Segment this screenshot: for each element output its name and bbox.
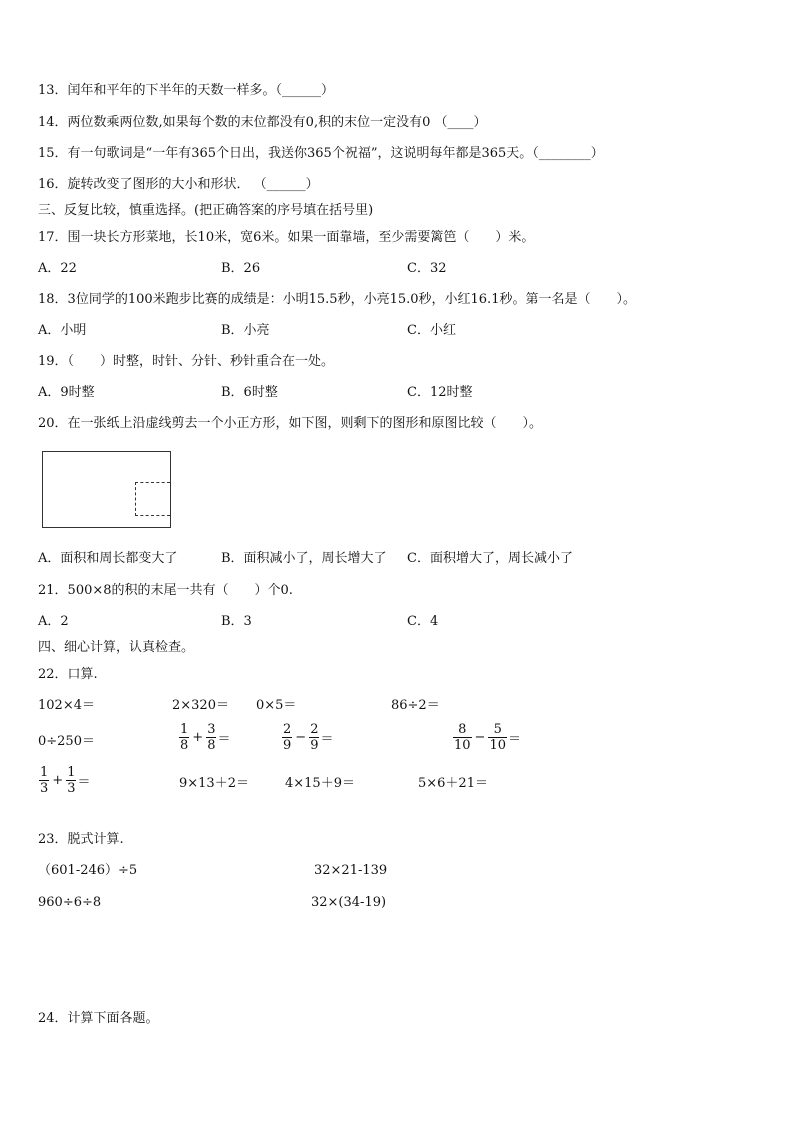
dashed-square-cut (135, 482, 170, 516)
step-calc-3: 960÷6÷8 (38, 895, 102, 910)
question-13: 13．闰年和平年的下半年的天数一样多。（______） (38, 83, 335, 98)
q21-option-a: A．2 (38, 614, 69, 629)
question-18-stem: 18．3位同学的100米跑步比赛的成绩是：小明15.5秒，小亮15.0秒，小红16.1秒。第一名是（ ）。 (38, 292, 636, 307)
q19-option-a: A．9时整 (38, 385, 95, 400)
q17-option-a: A．22 (38, 261, 77, 276)
question-23-title: 23．脱式计算. (38, 832, 124, 847)
section-4-heading: 四、细心计算，认真检查。 (38, 640, 195, 655)
q21-option-b: B．3 (221, 614, 252, 629)
fraction-expr-3: 8 10 − $\frac{5}{10}$ ＝ (454, 722, 522, 753)
fraction-expr-2: 2 9 − $\frac{2}{9}$ ＝ (283, 722, 334, 753)
step-calc-1: （601-246）÷5 (38, 863, 138, 878)
q20-option-a: A．面积和周长都变大了 (38, 551, 178, 566)
question-15: 15．有一句歌词是“一年有365个日出，我送你365个祝福”，这说明每年都是365天。（________） (38, 146, 604, 161)
fraction: 1 3 (40, 765, 49, 796)
q18-option-b: B．小亮 (221, 323, 270, 338)
mental-calc-2: 2×320＝ (172, 698, 229, 713)
mental-calc-3: 0×5＝ (256, 698, 297, 713)
fraction-expr-4: 1 3 + $\frac{1}{3}$ ＝ (40, 765, 91, 796)
question-14: 14．两位数乘两位数,如果每个数的末位都没有0,积的末位一定没有0 （____） (38, 115, 487, 130)
q17-option-c: C．32 (407, 261, 447, 276)
mental-calc-1: 102×4＝ (38, 698, 95, 713)
fraction: $\frac{3}{8}$ (207, 722, 216, 753)
question-17-stem: 17．围一块长方形菜地，长10米，宽6米。如果一面靠墙，至少需要篱笆（ ）米。 (38, 230, 535, 245)
mental-calc-6: 9×13＋2＝ (179, 776, 249, 791)
q21-option-c: C．4 (407, 614, 439, 629)
q20-option-b: B．面积减小了，周长增大了 (221, 551, 387, 566)
fraction: 1 8 (180, 722, 189, 753)
section-3-heading: 三、反复比较，慎重选择。(把正确答案的序号填在括号里) (38, 203, 374, 218)
question-16: 16．旋转改变了图形的大小和形状． （______） (38, 177, 319, 192)
q19-option-b: B．6时整 (221, 385, 278, 400)
q19-option-c: C．12时整 (407, 385, 473, 400)
mental-calc-5: 0÷250＝ (38, 734, 95, 749)
fraction: 8 10 (454, 722, 471, 753)
rectangle-figure (42, 451, 171, 528)
fraction-expr-1: 1 8 + $\frac{3}{8}$ ＝ (180, 722, 231, 753)
q20-option-c: C．面积增大了，周长减小了 (407, 551, 573, 566)
q18-option-c: C．小红 (407, 323, 456, 338)
fraction: $\frac{2}{9}$ (310, 722, 319, 753)
q18-option-a: A．小明 (38, 323, 87, 338)
mental-calc-7: 4×15＋9＝ (285, 776, 355, 791)
question-22-title: 22．口算. (38, 667, 98, 682)
mental-calc-4: 86÷2＝ (391, 698, 440, 713)
fraction: 2 9 (283, 722, 292, 753)
question-24-title: 24．计算下面各题。 (38, 1011, 159, 1026)
fraction: $\frac{5}{10}$ (489, 722, 506, 753)
mental-calc-8: 5×6＋21＝ (418, 776, 488, 791)
fraction: $\frac{1}{3}$ (67, 765, 76, 796)
question-19-stem: 19．（ ）时整，时针、分针、秒针重合在一处。 (38, 354, 335, 369)
step-calc-4: 32×(34-19) (311, 895, 387, 910)
step-calc-2: 32×21-139 (314, 863, 388, 878)
question-20-stem: 20．在一张纸上沿虚线剪去一个小正方形，如下图，则剩下的图形和原图比较（ ）。 (38, 416, 543, 431)
q17-option-b: B．26 (221, 261, 261, 276)
question-21-stem: 21．500×8的积的末尾一共有（ ）个0. (38, 583, 293, 598)
